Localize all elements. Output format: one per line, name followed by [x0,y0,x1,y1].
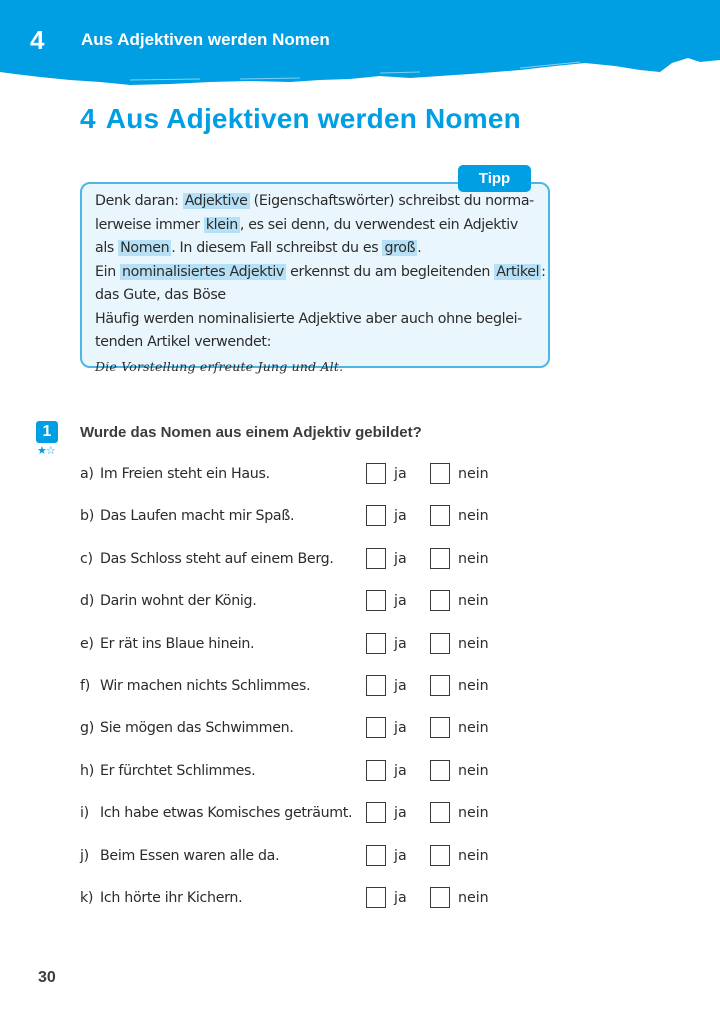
tip-label: Tipp [458,165,531,192]
item-letter: k) [80,890,94,906]
highlight-artikel: Artikel [496,263,540,280]
exercise-row [80,848,500,870]
highlight-nomen: Nomen [120,240,170,256]
nein-checkbox[interactable] [430,633,450,654]
item-letter: g) [80,720,94,737]
nein-label: nein [458,805,489,822]
exercise-row [80,636,500,658]
nein-checkbox[interactable] [430,887,450,908]
item-letter: h) [80,762,94,779]
item-letter: b) [80,508,94,525]
highlight-nominalisiertes-adjektiv: nominalisiertes Adjektiv [122,263,284,280]
ja-label: ja [394,593,407,610]
nein-checkbox[interactable] [430,675,450,696]
exercise-row [80,720,500,742]
nein-checkbox[interactable] [430,717,450,738]
tip-line: als Nomen . In diesem Fall schreibst du es groß . [95,240,422,256]
ja-label: ja [394,847,407,864]
item-letter: j) [80,847,89,864]
item-sentence: Er rät ins Blaue hinein. [100,635,255,652]
tip-line: Ein nominalisiertes Adjektiv erkennst du am begleitenden Artikel : [95,263,546,280]
item-sentence: Im Freien steht ein Haus. [100,466,270,482]
nein-label: nein [458,890,489,906]
difficulty-stars-icon: ★☆ [37,444,55,457]
chapter-header-band [0,0,720,86]
ja-label: ja [394,635,407,652]
exercise-row [80,890,500,912]
nein-checkbox[interactable] [430,802,450,823]
tip-line: lerweise immer klein , es sei denn, du verwendest ein Adjektiv [95,216,518,233]
item-sentence: Wir machen nichts Schlimmes. [100,678,311,694]
item-sentence: Darin wohnt der König. [100,593,257,610]
highlight-gross: groß [384,240,416,256]
nein-label: nein [458,466,489,482]
highlight-adjektive: Adjektive [184,193,248,209]
ja-checkbox[interactable] [366,760,386,781]
tip-line: Denk daran: Adjektive (Eigenschaftswörter) schreibst du norma- [95,193,534,209]
item-letter: a) [80,466,94,482]
item-sentence: Ich hörte ihr Kichern. [100,890,243,906]
exercise-row [80,805,500,827]
item-letter: d) [80,593,94,610]
item-sentence: Er fürchtet Schlimmes. [100,762,256,779]
page-title-text: Aus Adjektiven werden Nomen [105,103,521,134]
nein-label: nein [458,550,489,567]
nein-checkbox[interactable] [430,845,450,866]
item-letter: i) [80,805,89,822]
ja-checkbox[interactable] [366,845,386,866]
exercise-row [80,466,500,488]
item-letter: f) [80,678,90,694]
nein-checkbox[interactable] [430,548,450,569]
nein-label: nein [458,847,489,864]
ja-checkbox[interactable] [366,887,386,908]
nein-label: nein [458,593,489,610]
ja-checkbox[interactable] [366,463,386,484]
task-number-badge: 1 [36,421,58,443]
item-sentence: Das Schloss steht auf einem Berg. [100,550,334,567]
exercise-row [80,678,500,700]
ja-label: ja [394,805,407,822]
exercise-row [80,763,500,785]
ja-label: ja [394,720,407,737]
nein-checkbox[interactable] [430,760,450,781]
task-question: Wurde das Nomen aus einem Adjektiv gebildet? [80,424,422,441]
tip-line: Häufig werden nominalisierte Adjektive aber auch ohne beglei- [95,310,522,327]
ja-checkbox[interactable] [366,548,386,569]
nein-label: nein [458,678,489,694]
ja-checkbox[interactable] [366,505,386,526]
ja-label: ja [394,762,407,779]
tip-line: das Gute, das Böse [95,287,226,303]
exercise-row [80,508,500,530]
ja-checkbox[interactable] [366,802,386,823]
nein-label: nein [458,635,489,652]
page-title [80,103,521,135]
ja-label: ja [394,550,407,567]
ja-label: ja [394,678,407,694]
item-sentence: Beim Essen waren alle da. [100,847,280,864]
nein-label: nein [458,762,489,779]
nein-label: nein [458,720,489,737]
ja-label: ja [394,890,407,906]
nein-checkbox[interactable] [430,505,450,526]
chapter-title: Aus Adjektiven werden Nomen [81,30,330,49]
highlight-klein: klein [205,216,238,233]
chapter-number: 4 [30,25,45,55]
ja-checkbox[interactable] [366,675,386,696]
exercise-row [80,593,500,615]
nein-label: nein [458,508,489,525]
ja-label: ja [394,466,407,482]
exercise-row [80,551,500,573]
tip-text [95,190,545,378]
nein-checkbox[interactable] [430,590,450,611]
item-letter: e) [80,635,94,652]
tip-line: tenden Artikel verwendet: [95,334,272,350]
tip-example-sentence: Die Vorstellung erfreute Jung und Alt. [95,358,344,374]
item-sentence: Das Laufen macht mir Spaß. [100,508,295,525]
item-sentence: Ich habe etwas Komisches geträumt. [100,805,353,822]
ja-label: ja [394,508,407,525]
item-sentence: Sie mögen das Schwimmen. [100,720,294,737]
ja-checkbox[interactable] [366,590,386,611]
ja-checkbox[interactable] [366,717,386,738]
nein-checkbox[interactable] [430,463,450,484]
page-number: 30 [38,969,56,986]
ja-checkbox[interactable] [366,633,386,654]
item-letter: c) [80,550,93,567]
page-title-number: 4 [80,103,96,134]
